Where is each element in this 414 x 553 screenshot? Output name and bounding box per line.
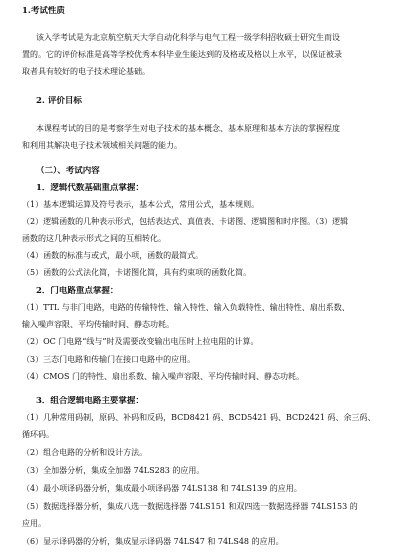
- list-item: （3）三态门电路和传输门在接口电路中的应用。: [22, 355, 196, 364]
- list-item: （4）函数的标准与或式，最小项，函数的最简式。: [22, 251, 204, 260]
- list-item: 循环码。: [22, 430, 54, 439]
- list-item: （2）OC 门电路“线与”时及需要改变输出电压时上拉电阻的计算。: [22, 337, 259, 346]
- list-item: （4）最小项译码器分析，集成最小项译码器 74LS138 和 74LS139 的应用。: [22, 484, 302, 493]
- paragraph-line: 本课程考试的目的是考察学生对电子技术的基本概念、基本原理和基本方法的掌握程度: [36, 124, 340, 133]
- list-item: （1）几种常用码制，原码、补码和反码，BCD8421 码、BCD5421 码、BCD2421 码、余三码、: [22, 413, 376, 422]
- list-item: （5）数据选择器分析，集成八选一数据选择器 74LS151 和双四选一数据选择器 74LS153 的: [22, 502, 358, 511]
- list-item: （2）组合电路的分析和设计方法。: [22, 448, 148, 457]
- list-item: （2）逻辑函数的几种表示形式，包括表达式、真值表、卡诺图、逻辑图和时序图。（3）逻辑: [22, 217, 349, 226]
- subsection-heading-combinational: 3．组合逻辑电路主要掌握：: [36, 396, 144, 406]
- paragraph-line: 和利用其解决电子技术领域相关问题的能力。: [22, 141, 182, 150]
- paragraph-line: 取者具有较好的电子技术理论基础。: [22, 67, 150, 76]
- section-heading-content: （二）、考试内容: [36, 166, 100, 176]
- paragraph-line: 该入学考试是为北京航空航天大学自动化科学与电气工程一级学科招收硕士研究生而设: [36, 33, 340, 42]
- list-item: （3）全加器分析，集成全加器 74LS283 的应用。: [22, 466, 205, 475]
- list-item: （1）基本逻辑运算及符号表示，基本公式，常用公式，基本规则。: [22, 200, 260, 209]
- paragraph-line: 置的。它的评价标准是高等学校优秀本科毕业生能达到的及格或及格以上水平，以保证被录: [22, 50, 342, 59]
- list-item: 应用。: [22, 519, 46, 528]
- subsection-heading-logic-algebra: 1．逻辑代数基础重点掌握：: [36, 183, 144, 193]
- list-item: （5）函数的公式法化简，卡诺图化简，具有约束项的函数化简。: [22, 268, 252, 277]
- list-item: （4）CMOS 门的特性、扇出系数、输入噪声容限、平均传输时间、静态功耗。: [22, 372, 304, 381]
- subsection-heading-gate-circuit: 2．门电路重点掌握：: [36, 286, 119, 296]
- section-heading-nature: 1.考试性质: [22, 6, 65, 16]
- list-item: （6）显示译码器的分析，集成显示译码器 74LS47 和 74LS48 的应用。: [22, 537, 284, 546]
- list-item: 输入噪声容限、平均传输时间、静态功耗。: [22, 320, 174, 329]
- section-heading-goal: 2. 评价目标: [36, 96, 82, 106]
- list-item: （1）TTL 与非门电路，电路的传输特性、输入特性、输入负载特性、输出特性、扇出系数、: [22, 303, 350, 312]
- list-item: 函数的这几种表示形式之间的互相转化。: [22, 234, 166, 243]
